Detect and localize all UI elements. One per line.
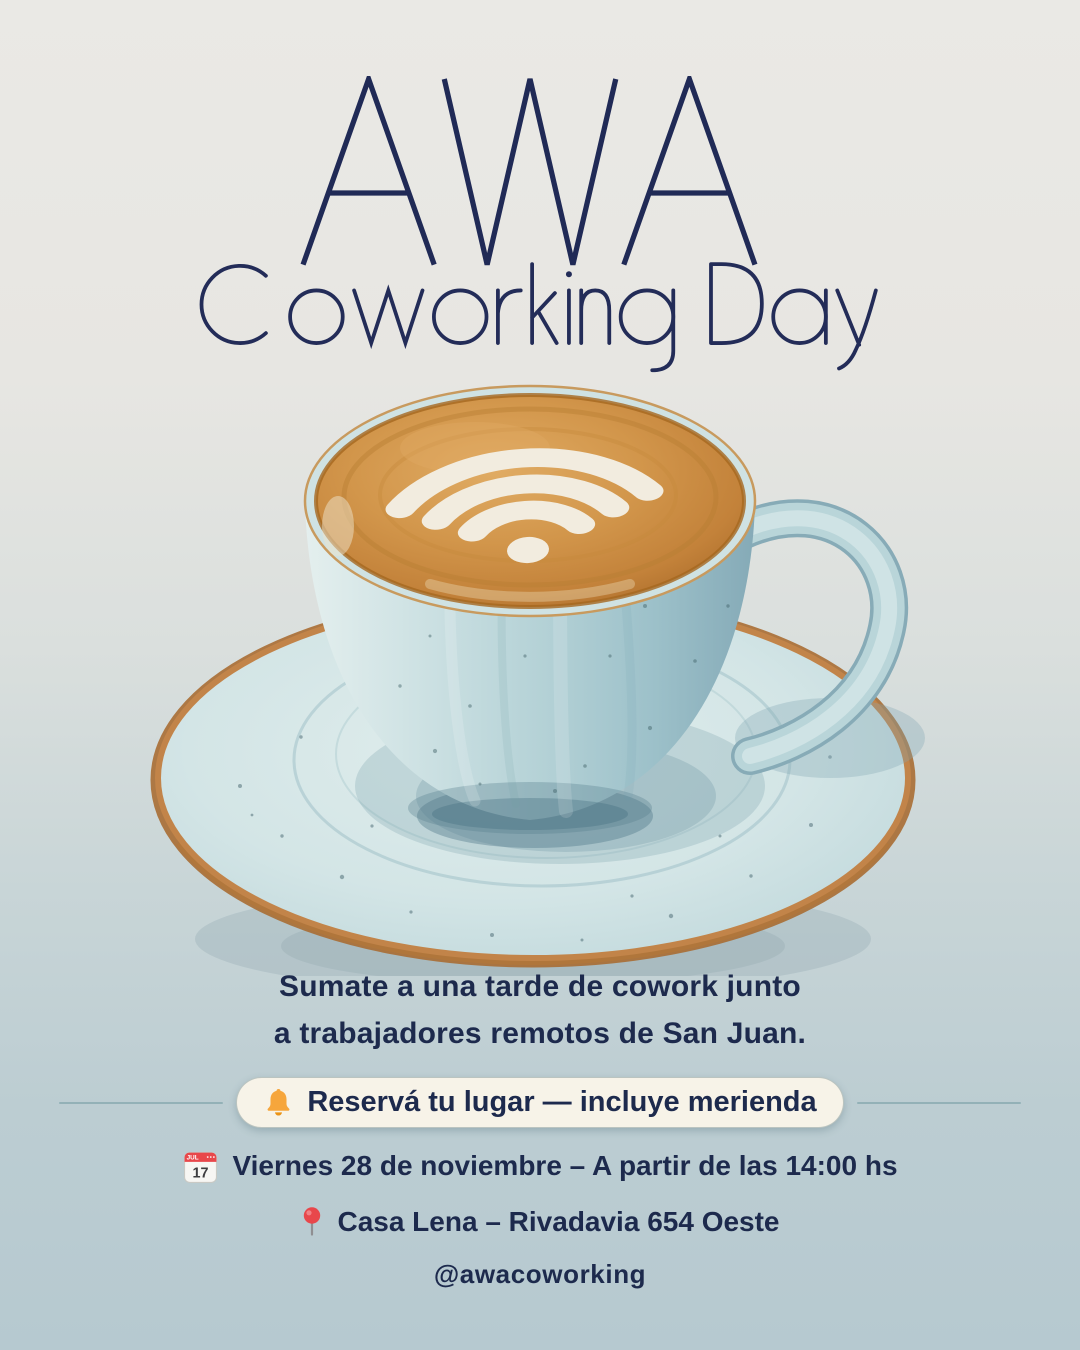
letter-a-bowl: [773, 290, 826, 343]
letter-w: [444, 79, 615, 265]
letter-o1: [290, 290, 343, 343]
letter-k: [532, 264, 557, 343]
instagram-handle: @awacoworking: [433, 1259, 647, 1289]
letter-r: [498, 290, 521, 343]
event-date-text: Viernes 28 de noviembre – A partir de las 14:00 hs: [232, 1150, 898, 1181]
letter-C: [202, 266, 266, 343]
letter-g-bowl: [621, 290, 674, 343]
event-location-text: Casa Lena – Rivadavia 654 Oeste: [337, 1206, 780, 1237]
letter-a1: [303, 79, 434, 265]
letter-i-dot: [566, 271, 572, 277]
calendar-month: JUL: [187, 1154, 200, 1162]
wifi-latte-art: [130, 356, 950, 976]
poster-title: [298, 76, 758, 268]
body-line-2: a trabajadores remotos de San Juan.: [273, 1017, 807, 1050]
letter-w2: [354, 290, 422, 343]
letter-D: [711, 264, 762, 343]
event-location-row: [0, 1200, 1080, 1244]
body-copy: [0, 963, 1080, 1057]
calendar-icon: [182, 1148, 219, 1185]
foam-blob: [322, 496, 354, 556]
reserve-badge-label: Reservá tu lugar — incluye merienda: [307, 1086, 817, 1118]
letter-n: [581, 290, 609, 343]
letter-o2: [434, 290, 487, 343]
divider-right: [857, 1102, 1021, 1104]
body-line-1: Sumate a una tarde de cowork junto: [279, 970, 801, 1003]
calendar-day: 17: [192, 1164, 209, 1181]
cta-row: [0, 1077, 1080, 1128]
title-awa-lettering: [298, 76, 758, 268]
letter-a2: [624, 79, 755, 265]
event-date-row: [0, 1144, 1080, 1188]
coffee-cup-wifi-latte-photo: [130, 356, 950, 976]
divider-left: [59, 1102, 223, 1104]
bell-icon: [263, 1087, 294, 1118]
cup-base-edge: [432, 798, 628, 830]
round-pushpin-icon: [300, 1206, 324, 1238]
reserve-badge: [236, 1077, 843, 1128]
